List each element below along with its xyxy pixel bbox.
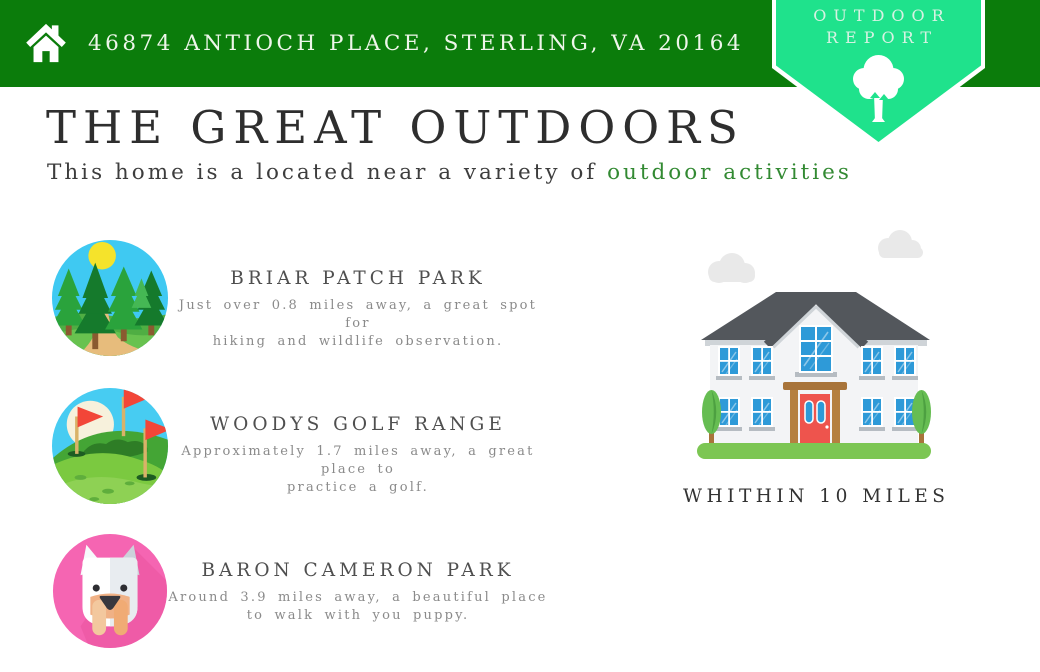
activity-1-name: BRIAR PATCH PARK	[230, 268, 486, 289]
outdoor-report-badge	[772, 0, 985, 150]
badge-title-line2: REPORT	[825, 28, 939, 47]
distance-caption: WHITHIN 10 MILES	[683, 486, 950, 507]
golf-range-icon	[51, 387, 169, 505]
activity-2-description: Approximately 1.7 miles away, a great place to practice a golf.	[181, 444, 535, 495]
cloud-icon	[708, 230, 923, 283]
activity-3-description: Around 3.9 miles away, a beautiful place to walk with you puppy.	[168, 590, 548, 623]
activity-1	[163, 268, 553, 351]
activity-2-name: WOODYS GOLF RANGE	[210, 414, 506, 435]
activity-2	[163, 414, 553, 497]
subtitle	[47, 160, 852, 185]
property-address: 46874 ANTIOCH PLACE, STERLING, VA 20164	[88, 31, 745, 56]
house-illustration	[683, 222, 945, 462]
forest-park-icon	[51, 239, 169, 357]
tree-icon	[772, 52, 985, 130]
page-title: THE GREAT OUTDOORS	[46, 101, 745, 154]
gable-window	[795, 325, 837, 377]
home-icon	[24, 18, 68, 68]
activity-1-description: Just over 0.8 miles away, a great spot for hiking and wildlife observation.	[178, 298, 538, 349]
dog-park-icon	[51, 532, 169, 650]
subtitle-highlight: outdoor activities	[607, 160, 852, 185]
subtitle-text: This home is a located near a variety of	[47, 160, 608, 185]
activity-3-name: BARON CAMERON PARK	[201, 560, 515, 581]
badge-title-line1: OUTDOOR	[813, 6, 951, 25]
activity-3	[163, 560, 553, 625]
